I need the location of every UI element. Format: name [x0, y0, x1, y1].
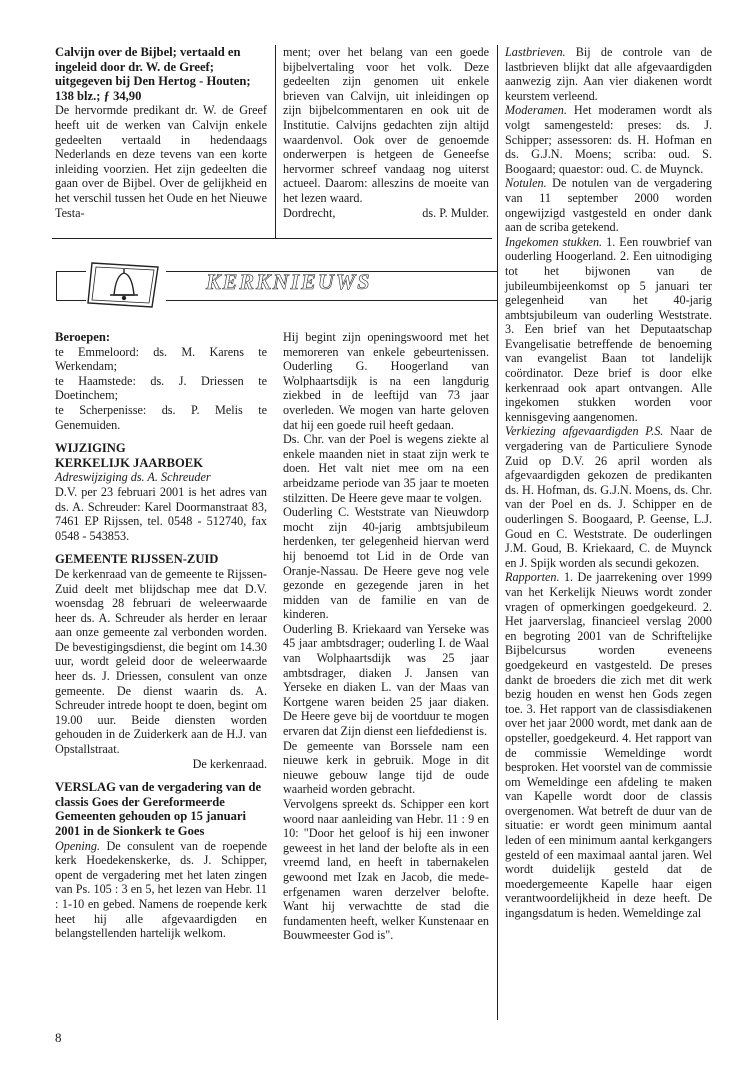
review-place: Dordrecht,: [283, 205, 336, 220]
section-rapporten: [505, 570, 712, 920]
banner-title: KERKNIEUWS: [206, 269, 372, 294]
section-body: Bij de controle van de lastbrieven blijkt dat alle afgevaardigden aanwezig zijn. Aan vier diakenen wordt keurstem verleend.: [505, 45, 712, 103]
section-notulen: [505, 176, 712, 234]
opening-label: Opening.: [55, 838, 101, 853]
section-label: Moderamen.: [505, 103, 567, 118]
bell-icon: [86, 257, 166, 312]
book-review-title: Calvijn over de Bijbel; vertaald en ingeleid door dr. W. de Greef; uitgegeven bij Den Hertog - Houten; 138 blz.; ƒ 34,90: [55, 45, 251, 103]
section-body: Het moderamen wordt als volgt samengesteld: preses: ds. J. Schipper; assessoren: ds. H. Hofman en ds. G.J.N. Moens; scriba: oud. S. Boogaard; quaestor: oud. C. de Muynck.: [505, 103, 712, 176]
section-label: Rapporten.: [505, 570, 560, 585]
section-ingekomen-stukken: [505, 235, 712, 425]
gemeente-heading: GEMEENTE RIJSSEN-ZUID: [55, 552, 219, 567]
section-body: 1. De jaarrekening over 1999 van het Kerkelijk Nieuws wordt zonder vragen of opmerkingen goedgekeurd. 2. Het jaarverslag, financieel verslag 2000 en begroting 2001 van de Schriftelijke Bijbelcursus worden eveneens goedgekeurd en vastgesteld. De preses dankt de broeders die zich met dit werk bezig houden en wenst hen Gods zegen toe. 3. Het rapport van de classisdiakenen over het jaar 2000 wordt, met dank aan de opsteller, goedgekeurd. 4. Het rapport van de commissie Wemeldinge wordt besproken. Het voorstel van de commissie om Wemeldinge een afdeling te maken van Kapelle wordt door de classis overgenomen. Wat betreft de duur van de situatie: er wordt geen minimum aantal leden of een minimum aantal kerkgangers gesteld of een maximaal aantal jaren. Wel wordt duidelijk gesteld dat de moedergemeente Kapelle haar eigen verantwoordelijkheid in deze heeft. De ingangsdatum is heden. Wemeldinge zal: [505, 570, 712, 921]
paragraph: Hij begint zijn openingswoord met het memoreren van enkele gebeurtenissen. Ouderling G. Hoogerland van Wolphaartsdijk is na een langdurig ziekbed in de leeftijd van 73 jaar overleden. We mogen van harte geloven dat hij een goede ruil heeft gedaan.: [283, 330, 489, 432]
section-body: Naar de vergadering van de Particuliere Synode Zuid op D.V. 26 april worden als afgevaardigden gekozen de predikanten ds. H. Hofman, ds. G.J.N. Moens, ds. Chr. van der Poel en ds. J. Schipper en de ouderlingen S. Boogaard, P. Geense, L.J. Goud en C. Weststrate. De ouderlingen J.M. Goud, B. Kriekaard, C. de Muynck en J. Spijk worden als secundi gekozen.: [505, 424, 712, 570]
top-column-1: [55, 45, 267, 220]
paragraph: De gemeente van Borssele nam een nieuwe kerk in gebruik. Moge in dit nieuwe gebouw lange tijd de oude waarheid worden gebracht.: [283, 738, 489, 797]
paragraph: Ds. Chr. van der Poel is wegens ziekte al enkele maanden niet in staat zijn werk te doen. Het valt niet mee om na een arbeidzame periode van 35 jaar te moeten stilzitten. De Heere geve maar te volgen.: [283, 432, 489, 505]
top-rule: [52, 238, 492, 239]
column-1: [55, 330, 267, 941]
section-label: Lastbrieven.: [505, 45, 566, 59]
book-review-body: De hervormde predikant dr. W. de Greef heeft uit de werken van Calvijn enkele gedeelten vertaald in hedendaags Nederlands en deze tevens van een korte inleiding voorzien. Het zijn gedeelten die gaan over de Bijbel. Over de gelijkheid en het verschil tussen het Oude en het Nieuwe Testa-: [55, 103, 267, 220]
beroep-item: te Scherpenisse: ds. P. Melis te Genemuiden.: [55, 402, 267, 432]
section-label: Notulen.: [505, 176, 547, 191]
paragraph: Ouderling C. Weststrate van Nieuwdorp mocht zijn 40-jarig ambtsjubileum herdenken, ter gelegenheid hiervan werd hij benoemd tot Lid in de Orde van Oranje-Nassau. De Heere geve nog vele gezonde en gezegende jaren in het midden van de familie en van de kinderen.: [283, 505, 489, 622]
section-body: 1. Een rouwbrief van ouderling Hoogerland. 2. Een uitnodiging tot het bijwonen van de jubileumbijeenkomst op 5 januari ter gelegenheid van het 40-jarig ambtsjubileum van ouderling Weststrate. 3. Een brief van het Deputaatschap Evangelisatie betreffende de benoeming van evangelist Baan tot landelijk coördinator. Deze brief is door elke kerkenraad ook apart ontvangen. Alle ingekomen stukken worden voor kennisgeving aangenomen.: [505, 234, 712, 424]
verslag-opening: [55, 839, 267, 941]
section-moderamen: [505, 103, 712, 176]
book-review-continued: ment; over het belang van een goede bijbelvertaling voor het volk. Deze gedeelten zijn genomen uit enkele brieven van Calvijn, uit inleidingen op zijn bijbelcommentaren en ook uit de Institutie. Calvijns gedachten zijn altijd waardenvol. Ook over de genoemde onderwerpen is hetgeen de Geneefse hervormer schreef vandaag nog uiterst actueel. Daarom: alleszins de moeite van het lezen waard.: [283, 45, 489, 205]
beroep-item: te Emmeloord: ds. M. Karens te Werkendam;: [55, 344, 267, 374]
column-divider-top: [275, 45, 276, 238]
paragraph: Ouderling B. Kriekaard van Yerseke was 45 jaar ambtsdrager; ouderling I. de Waal van Wolphaartsdijk was 25 jaar ambtsdrager, diaken J. Jansen van Yerseke en diaken L. van der Maas van Kortgene waren beiden 25 jaar diaken. De Heere geve bij de voortduur te mogen ervaren dat Zijn dienst een liefdedienst is.: [283, 621, 489, 739]
column-divider-right: [497, 45, 498, 1020]
section-label: Ingekomen stukken.: [505, 234, 603, 249]
kerknieuws-banner: [56, 257, 496, 310]
paragraph: Vervolgens spreekt ds. Schipper een kort woord naar aanleiding van Hebr. 11 : 9 en 10: "Door het geloof is hij een inwoner geweest in het land der belofte als in een vreemd land, en heeft in tabernakelen gewoond met Izak en Jacob, die mede-erfgenamen waren derzelver belofte. Want hij verwachtte de stad die fundamenten heeft, welker Kunstenaar en Bouwmeester God is".: [283, 797, 489, 943]
wijziging-body: D.V. per 23 februari 2001 is het adres van ds. A. Schreuder: Karel Doormanstraat 83, 7461 EP Rijssen, tel. 0548 - 512740, fax 0548 - 543853.: [55, 484, 267, 543]
gemeente-body: De kerkenraad van de gemeente te Rijssen-Zuid deelt met blijdschap mee dat D.V. woensdag 28 februari de weleerwaarde heer ds. A. Schreuder als herder en leraar aan onze gemeente zal verbonden worden. De bevestigingsdienst, die begint om 14.30 uur, wordt geleid door de weleerwaarde heer ds. J. Driessen, consulent van onze gemeente. De dienst waarin ds. A. Schreuder intrede hoopt te doen, begint om 19.00 uur. Beide diensten worden gehouden in de Zuiderkerk aan de H.J. van Opstallstraat.: [55, 566, 267, 757]
section-verkiezing: [505, 424, 712, 570]
column-2: [283, 330, 489, 943]
top-column-2: [283, 45, 489, 220]
section-label: Verkiezing afgevaardigden P.S.: [505, 424, 664, 439]
column-3: [505, 45, 712, 921]
opening-body: De consulent van de roepende kerk Hoedekenskerke, ds. J. Schipper, opent de vergadering met het laten zingen van Ps. 105 : 3 en 5, het lezen van Hebr. 11 : 1-10 en gebed. Namens de roepende kerk heet hij alle afgevaardigden en belangstellenden hartelijk welkom.: [55, 838, 267, 941]
beroepen-heading: Beroepen:: [55, 330, 111, 344]
gemeente-signature: De kerkenraad.: [192, 756, 267, 771]
section-lastbrieven: [505, 45, 712, 103]
section-body: De notulen van de vergadering van 11 september 2000 worden ongewijzigd vastgesteld en onder dank aan de scriba getekend.: [505, 176, 712, 235]
review-signature-line: [283, 206, 489, 221]
wijziging-heading: WIJZIGING: [55, 441, 126, 456]
page-number: 8: [55, 1030, 62, 1045]
beroep-item: te Haamstede: ds. J. Driessen te Doetinchem;: [55, 373, 267, 403]
wijziging-heading-2: KERKELIJK JAARBOEK: [55, 455, 204, 470]
wijziging-subheading: Adreswijziging ds. A. Schreuder: [55, 470, 211, 485]
review-author: ds. P. Mulder.: [422, 205, 489, 220]
verslag-heading: VERSLAG van de vergadering van de classis Goes der Gereformeerde Gemeenten gehouden op 15 januari 2001 in de Sionkerk te Goes: [55, 780, 262, 838]
